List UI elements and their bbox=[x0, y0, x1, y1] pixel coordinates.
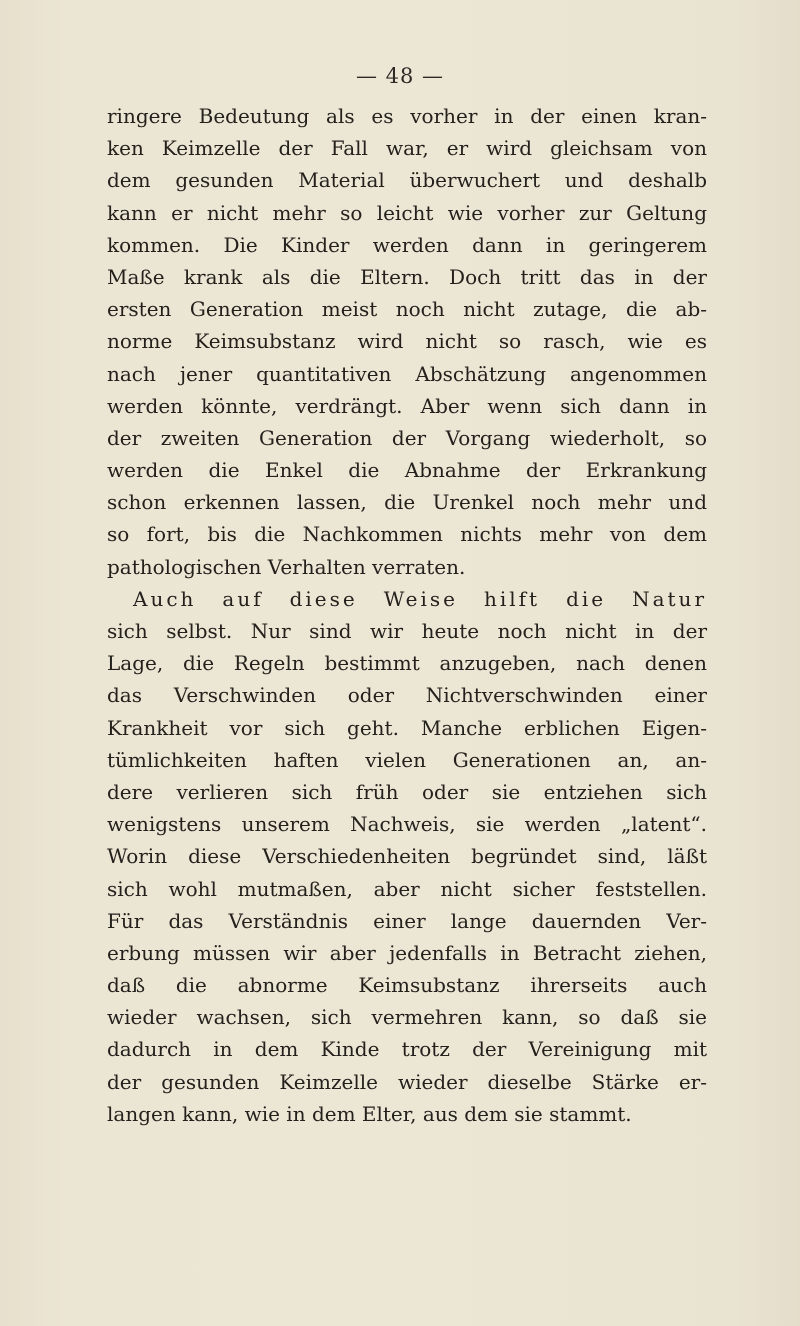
text-line: Worin diese Verschiedenheiten begründet sind, läßt bbox=[107, 844, 707, 869]
text-line: kommen. Die Kinder werden dann in geringerem bbox=[107, 232, 707, 257]
text-line: sich selbst. Nur sind wir heute noch nicht in der bbox=[107, 619, 707, 643]
text-line: norme Keimsubstanz wird nicht so rasch, wie es bbox=[107, 329, 707, 354]
text-line: dadurch in dem Kinde trotz der Vereinigung mit bbox=[107, 1037, 707, 1062]
paragraph-end-line: langen kann, wie in dem Elter, aus dem sie stammt. bbox=[107, 1101, 632, 1126]
text-line: der gesunden Keimzelle wieder dieselbe Stärke er- bbox=[107, 1069, 707, 1094]
text-line: ringere Bedeutung als es vorher in der einen kran- bbox=[107, 104, 707, 128]
text-line: Krankheit vor sich geht. Manche erblichen Eigen- bbox=[107, 715, 707, 740]
text-line: wenigstens unserem Nachweis, sie werden „latent“. bbox=[107, 812, 707, 837]
text-line: dem gesunden Material überwuchert und deshalb bbox=[107, 168, 707, 193]
text-line: werden könnte, verdrängt. Aber wenn sich dann in bbox=[107, 393, 707, 418]
page-number: — 48 — bbox=[355, 64, 445, 88]
text-line: nach jener quantitativen Abschätzung angenommen bbox=[107, 361, 707, 386]
text-line: dere verlieren sich früh oder sie entziehen sich bbox=[107, 779, 707, 804]
text-line: der zweiten Generation der Vorgang wiederholt, so bbox=[107, 425, 707, 450]
body-text bbox=[107, 100, 707, 1130]
text-line: so fort, bis die Nachkommen nichts mehr von dem bbox=[107, 522, 707, 547]
text-line: daß die abnorme Keimsubstanz ihrerseits auch bbox=[107, 973, 707, 998]
paragraph-start-line: Auch auf diese Weise hilft die Natur bbox=[133, 586, 707, 611]
text-line: kann er nicht mehr so leicht wie vorher zur Geltung bbox=[107, 200, 707, 225]
text-line: ersten Generation meist noch nicht zutage, die ab- bbox=[107, 297, 707, 322]
text-line: Für das Verständnis einer lange dauernden Ver- bbox=[107, 908, 707, 933]
text-line: tümlichkeiten haften vielen Generationen an, an- bbox=[107, 747, 707, 772]
text-line: wieder wachsen, sich vermehren kann, so daß sie bbox=[107, 1005, 707, 1030]
paragraph-end-line: pathologischen Verhalten verraten. bbox=[107, 554, 466, 579]
text-line: ken Keimzelle der Fall war, er wird gleichsam von bbox=[107, 136, 707, 161]
text-line: erbung müssen wir aber jedenfalls in Betracht ziehen, bbox=[107, 940, 707, 965]
text-line: Maße krank als die Eltern. Doch tritt das in der bbox=[107, 264, 707, 289]
text-line: Lage, die Regeln bestimmt anzugeben, nach denen bbox=[107, 651, 707, 676]
text-line: werden die Enkel die Abnahme der Erkrankung bbox=[107, 458, 707, 483]
text-line: sich wohl mutmaßen, aber nicht sicher feststellen. bbox=[107, 876, 707, 901]
text-line: schon erkennen lassen, die Urenkel noch mehr und bbox=[107, 490, 707, 515]
text-line: das Verschwinden oder Nichtverschwinden einer bbox=[107, 683, 707, 708]
